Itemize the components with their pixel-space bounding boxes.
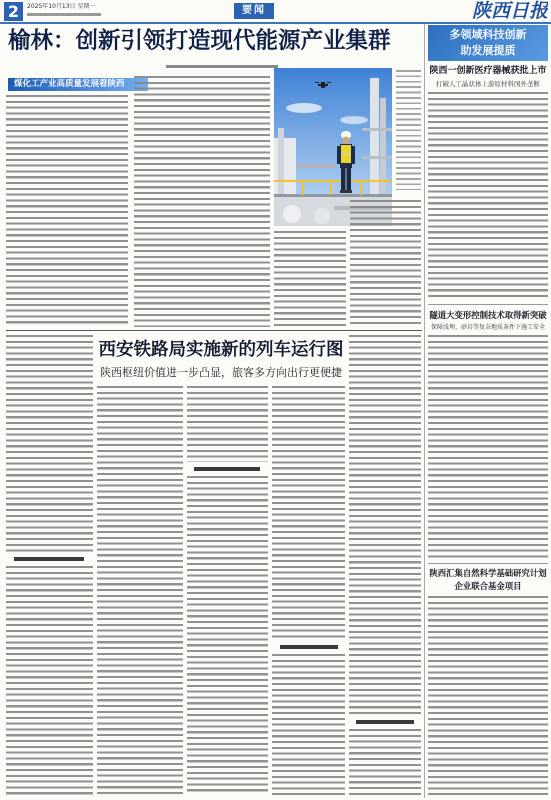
section-label: 要闻: [234, 3, 274, 19]
sidebar-story-2-subhead: 保障浅埋、砂岩等复杂地质条件下施工安全: [430, 324, 545, 331]
rail-subheading-4: [356, 720, 414, 724]
lead-byline: [166, 65, 278, 68]
rail-body-column-1b: [6, 566, 93, 795]
rail-body-column-1: [6, 335, 93, 552]
rail-subheading-2: [194, 467, 260, 471]
sidebar-story-2-body: [428, 335, 548, 560]
rail-body-column-3b: [187, 476, 268, 795]
rail-body-column-3: [187, 386, 268, 462]
sidebar-divider: [424, 24, 425, 798]
rail-body-column-4: [272, 386, 345, 640]
sidebar-rule-2: [428, 563, 548, 564]
section-divider: [6, 330, 422, 331]
sidebar-banner-line-1: 多领域科技创新: [449, 28, 527, 41]
page-number: 2: [4, 2, 23, 21]
sidebar-rule-1: [428, 304, 548, 305]
sidebar-banner: [428, 25, 548, 61]
lead-body-column-4: [350, 200, 421, 327]
rail-body-column-4b: [272, 654, 345, 795]
rail-subhead: 陕西枢纽价值进一步凸显，旅客多方向出行更便捷: [100, 366, 342, 379]
rail-headline: 西安铁路局实施新的列车运行图: [98, 340, 344, 360]
sidebar-banner-line-2: 助发展提质: [460, 44, 516, 57]
lead-photo-caption: [396, 70, 421, 190]
editor-credits-line: [27, 13, 101, 16]
issue-date: 2025年10月13日 星期一: [27, 3, 96, 10]
sidebar-story-1-subhead: 打破人工晶状体上游原材料国外垄断: [436, 80, 540, 88]
sidebar-story-2-headline: 隧道大变形控制技术取得新突破: [429, 310, 547, 320]
rail-body-column-5: [349, 335, 421, 715]
rail-subheading-1: [14, 557, 84, 561]
lead-kicker-band: 煤化工产业高质量发展看陕西: [8, 78, 148, 91]
lead-headline: 榆林：创新引领打造现代能源产业集群: [8, 28, 391, 54]
lead-body-column-3: [274, 231, 346, 327]
sidebar-story-1-headline: 陕西一创新医疗器械获批上市: [429, 66, 547, 76]
sidebar-story-3-headline-line-1: 陕西汇集自然科学基础研究计划: [429, 568, 547, 578]
rail-subheading-3: [280, 645, 338, 649]
rail-body-column-2: [97, 386, 183, 795]
sidebar-story-3-body: [428, 596, 548, 795]
lead-body-column-1: [6, 95, 128, 327]
sidebar-story-3-headline-line-2: 企业联合基金项目: [454, 581, 522, 591]
rail-body-column-5b: [349, 729, 421, 795]
masthead-logo: 陕西日报: [471, 0, 548, 22]
sidebar-story-1-body: [428, 92, 548, 300]
header-rule: [0, 22, 551, 24]
lead-body-column-2: [134, 76, 270, 327]
